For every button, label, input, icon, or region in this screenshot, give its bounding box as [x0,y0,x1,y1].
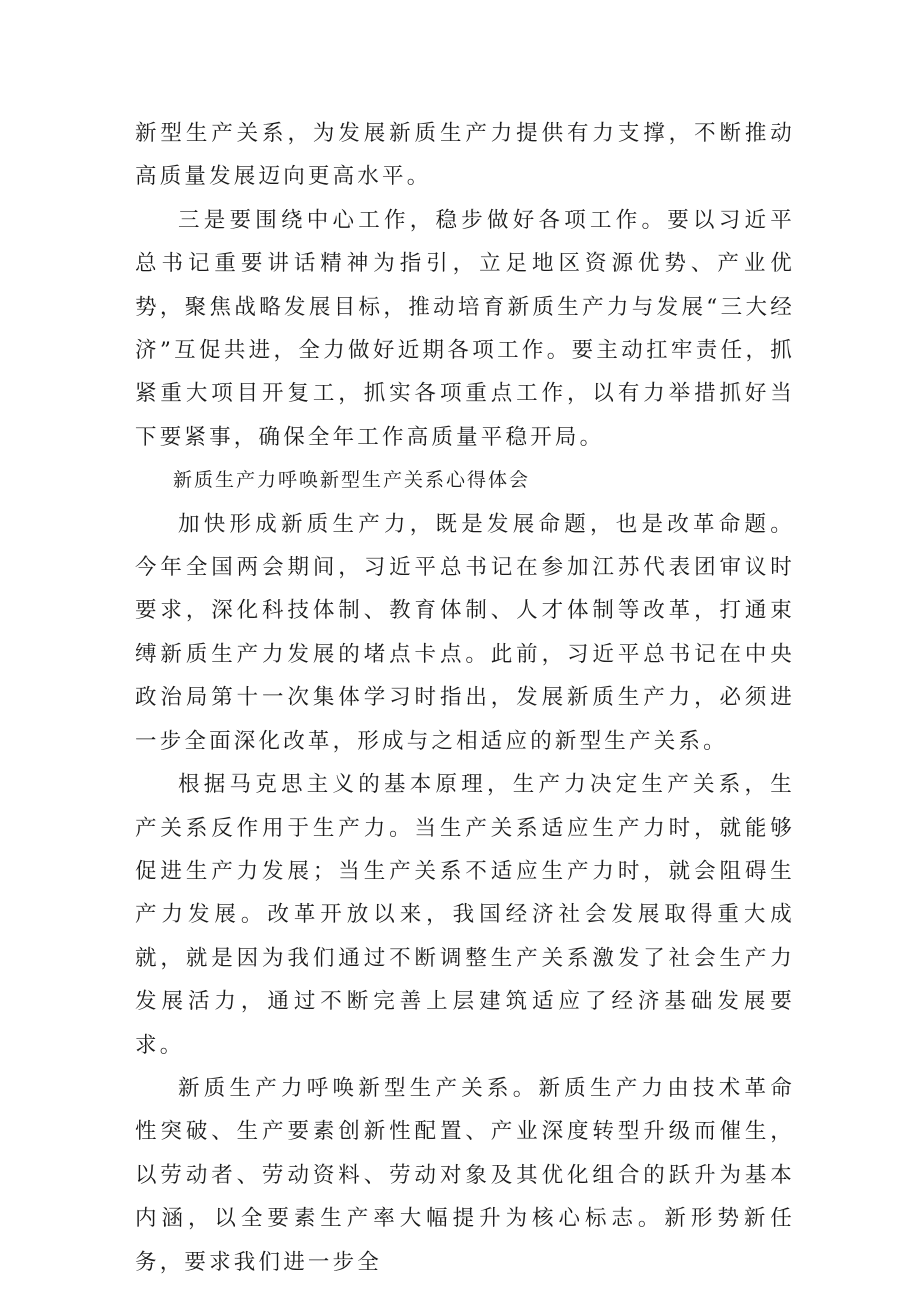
paragraph-continuation: 新型生产关系，为发展新质生产力提供有力支撑，不断推动高质量发展迈向更高水平。 [135,121,795,190]
section-title: 新质生产力呼唤新型生产关系心得体会 [173,469,531,492]
document-body [135,112,795,1284]
paragraph-reform: 加快形成新质生产力，既是发展命题，也是改革命题。今年全国两会期间，习近平总书记在参加江苏代表团审议时要求，深化科技体制、教育体制、人才体制等改革，打通束缚新质生产力发展的堵点卡点。此前，习近平总书记在中央政治局第十一次集体学习时指出，发展新质生产力，必须进一步全面深化改革，形成与之相适应的新型生产关系。 [135,511,795,754]
paragraph-new-productive-forces: 新质生产力呼唤新型生产关系。新质生产力由技术革命性突破、生产要素创新性配置、产业深度转型升级而催生，以劳动者、劳动资料、劳动对象及其优化组合的跃升为基本内涵，以全要素生产率大幅提升为核心标志。新形势新任务，要求我们进一步全 [135,1075,795,1275]
paragraph-marxist-principle: 根据马克思主义的基本原理，生产力决定生产关系，生产关系反作用于生产力。当生产关系适应生产力时，就能够促进生产力发展；当生产关系不适应生产力时，就会阻碍生产力发展。改革开放以来，我国经济社会发展取得重大成就，就是因为我们通过不断调整生产关系激发了社会生产力发展活力，通过不断完善上层建筑适应了经济基础发展要求。 [135,772,795,1058]
paragraph-work-priorities: 三是要围绕中心工作，稳步做好各项工作。要以习近平总书记重要讲话精神为指引，立足地区资源优势、产业优势，聚焦战略发展目标，推动培育新质生产力与发展“三大经济”互促共进，全力做好近期各项工作。要主动扛牢责任，抓紧重大项目开复工，抓实各项重点工作，以有力举措抓好当下要紧事，确保全年工作高质量平稳开局。 [135,207,795,450]
